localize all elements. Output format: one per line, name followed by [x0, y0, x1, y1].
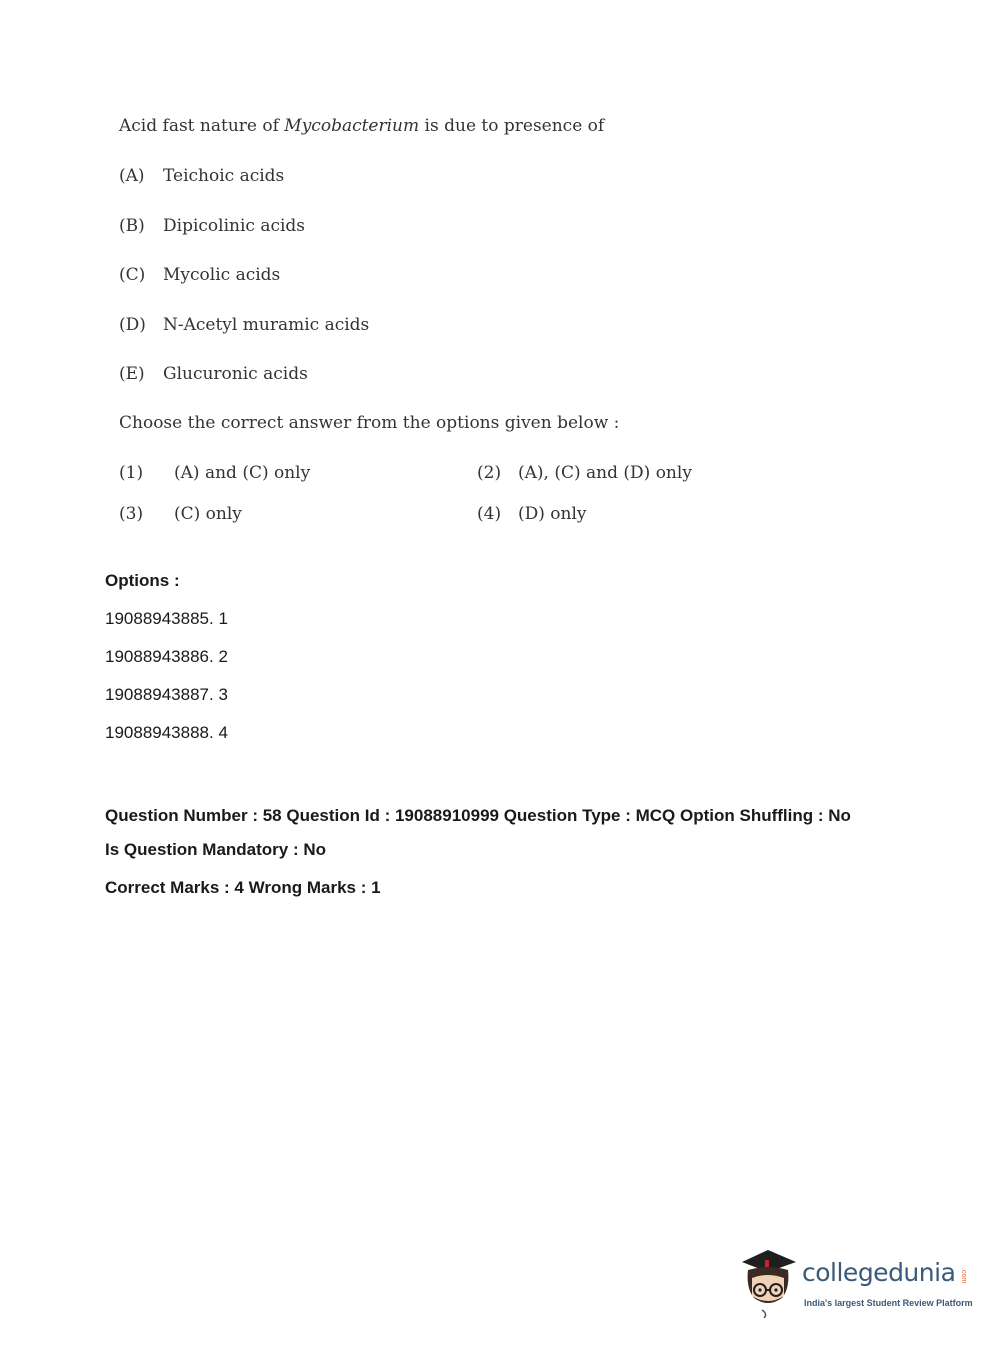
mandatory-line: Is Question Mandatory : No [105, 840, 327, 859]
statement-text: Mycolic acids [163, 265, 281, 285]
statement-a [119, 166, 284, 186]
stem-prefix: Acid fast nature of [119, 116, 285, 136]
option-id-1: 19088943885. 1 [105, 609, 228, 628]
statement-text: Glucuronic acids [163, 364, 308, 384]
answer-number: (2) [477, 463, 502, 483]
statement-d [119, 315, 369, 335]
answer-option-2 [477, 463, 692, 483]
question-meta-line: Question Number : 58 Question Id : 19088910999 Question Type : MCQ Option Shuffling : No [105, 806, 851, 825]
answer-option-1 [119, 463, 310, 483]
stem-suffix: is due to presence of [419, 116, 605, 136]
option-id-4: 19088943888. 4 [105, 723, 228, 742]
statement-b [119, 216, 305, 236]
statement-label: (E) [119, 364, 145, 384]
answer-text: (A) and (C) only [174, 463, 311, 483]
brand-name: collegedunia [802, 1258, 956, 1287]
answer-text: (C) only [174, 504, 242, 524]
option-id-3: 19088943887. 3 [105, 685, 228, 704]
answer-number: (3) [119, 504, 144, 524]
answer-option-3 [119, 504, 242, 524]
answer-option-4 [477, 504, 587, 524]
option-id-2: 19088943886. 2 [105, 647, 228, 666]
statement-text: Dipicolinic acids [163, 216, 306, 236]
stem-italic: Mycobacterium [284, 116, 420, 136]
question-stem [119, 116, 604, 136]
options-heading: Options : [105, 571, 180, 590]
brand-logo[interactable] [738, 1248, 973, 1318]
statement-label: (B) [119, 216, 145, 236]
statement-text: N-Acetyl muramic acids [163, 315, 370, 335]
statement-label: (D) [119, 315, 146, 335]
statement-text: Teichoic acids [163, 166, 285, 186]
statement-c [119, 265, 280, 285]
mascot-icon [738, 1248, 802, 1318]
statement-e [119, 364, 308, 384]
marks-line: Correct Marks : 4 Wrong Marks : 1 [105, 878, 381, 897]
brand-tagline: India's largest Student Review Platform [804, 1298, 973, 1308]
statement-label: (C) [119, 265, 146, 285]
answer-text: (A), (C) and (D) only [518, 463, 692, 483]
answer-number: (1) [119, 463, 144, 483]
answer-number: (4) [477, 504, 502, 524]
choose-instruction: Choose the correct answer from the options given below : [119, 413, 620, 433]
brand-domain-suffix: .com [960, 1268, 967, 1284]
statement-label: (A) [119, 166, 145, 186]
answer-text: (D) only [518, 504, 587, 524]
